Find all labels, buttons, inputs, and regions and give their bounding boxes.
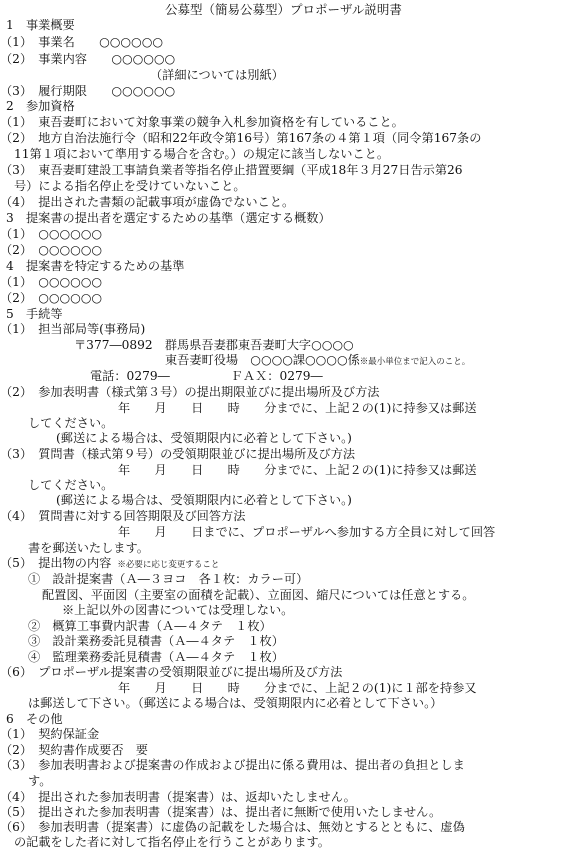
doc-line: （2） 参加表明書（様式第３号）の提出期限並びに提出場所及び方法 — [0, 385, 380, 399]
doc-line: （4） 提出された書類の記載事項が虚偽でないこと。 — [0, 195, 295, 209]
doc-line: 年 月 日 時 分までに、上記２の(1)に１部を持参又 — [118, 681, 477, 695]
doc-line: 年 月 日 時 分までに、上記２の(1)に持参又は郵送 — [118, 463, 477, 477]
submission-heading: （5） 提出物の内容 — [0, 556, 112, 570]
doc-line: （2） 事業内容 ○○○○○○ — [0, 52, 176, 66]
doc-line: ③ 設計業務委託見積書（Ａ―４タテ １枚） — [28, 634, 284, 648]
doc-line: してください。 — [28, 416, 114, 430]
section-4-heading: 4 提案書を特定するための基準 — [6, 259, 185, 273]
doc-line: （1） 担当部局等(事務局) — [0, 322, 146, 336]
document-title: 公募型（簡易公募型）プロポーザル説明書 — [165, 2, 402, 17]
doc-line: 11第１項において準用する場合を含む。）の規定に該当しないこと。 — [14, 147, 390, 161]
doc-line: ① 設計提案書（Ａ―３ヨコ 各１枚：カラー可） — [28, 572, 309, 586]
office-note: ※最小単位まで記入のこと。 — [359, 357, 471, 367]
doc-line: （3） 参加表明書および提案書の作成および提出に係る費用は、提出者の負担としま — [0, 758, 465, 772]
doc-line: （2） 地方自治法施行令（昭和22年政令第16号）第167条の４第１項（同令第167条の — [0, 131, 482, 145]
section-6-heading: 6 その他 — [6, 712, 63, 726]
doc-line: (郵送による場合は、受領期限内に必着として下さい。) — [56, 493, 352, 507]
doc-line: ② 概算工事費内訳書（Ａ―４タテ １枚） — [28, 619, 272, 633]
doc-line: す。 — [28, 774, 52, 788]
section-5-heading: 5 手続等 — [6, 307, 63, 321]
section-2-heading: 2 参加資格 — [6, 99, 75, 113]
doc-line: （3） 東吾妻町建設工事請負業者等指名停止措置要綱（平成18年３月27日告示第26 — [0, 163, 463, 177]
doc-line — [0, 556, 219, 572]
doc-line: 年 月 日までに、プロポーザルへ参加する方全員に対して回答 — [118, 525, 496, 539]
submission-note: ※必要に応じ変更すること — [117, 560, 220, 570]
doc-line: は郵送して下さい。（郵送による場合は、受領期限内に必着として下さい。） — [28, 696, 443, 710]
doc-line: 号）による指名停止を受けていないこと。 — [14, 179, 246, 193]
doc-line: 年 月 日 時 分までに、上記２の(1)に持参又は郵送 — [118, 401, 477, 415]
doc-line: 電話：0279― ＦＡＸ：0279― — [90, 369, 323, 383]
doc-line: （6） 参加表明書（提案書）に虚偽の記載をした場合は、無効とするとともに、虚偽 — [0, 820, 465, 834]
doc-line: （3） 履行期限 ○○○○○○ — [0, 84, 176, 98]
section-3-heading: 3 提案書の提出者を選定するための基準（選定する概数） — [6, 211, 331, 225]
doc-line: （1） 東吾妻町において対象事業の競争入札参加資格を有していること。 — [0, 115, 404, 129]
doc-line: （4） 提出された参加表明書（提案書）は、返却いたしません。 — [0, 790, 356, 804]
doc-line: （5） 提出された参加表明書（提案書）は、提出者に無断で使用いたしません。 — [0, 805, 442, 819]
doc-line: （1） 契約保証金 — [0, 727, 100, 741]
section-1-heading: 1 事業概要 — [6, 18, 75, 32]
doc-line: （1） ○○○○○○ — [0, 275, 103, 289]
doc-line: （1） 事業名 ○○○○○○ — [0, 35, 163, 49]
doc-line: ※上記以外の図書については受理しない。 — [62, 603, 294, 617]
doc-line: （6） プロポーザル提案書の受領期限並びに提出場所及び方法 — [0, 665, 343, 679]
doc-line: （詳細については別紙） — [150, 68, 284, 82]
doc-line: ④ 監理業務委託見積書（Ａ―４タテ １枚） — [28, 650, 284, 664]
doc-line: （3） 質問書（様式第９号）の受領期限並びに提出場所及び方法 — [0, 447, 356, 461]
doc-line: の記載をした者に対して指名停止を行うことがあります。 — [14, 835, 330, 849]
doc-line: 〒377―0892 群馬県吾妻郡東吾妻町大字○○○○ — [74, 338, 354, 352]
doc-line: 配置図、平面図（主要室の面積を記載）、立面図、縮尺については任意とする。 — [42, 588, 475, 602]
office-name: 東吾妻町役場 ○○○○課○○○○係 — [165, 353, 360, 367]
doc-line: （1） ○○○○○○ — [0, 227, 103, 241]
doc-line: （2） ○○○○○○ — [0, 243, 103, 257]
doc-line: してください。 — [28, 478, 114, 492]
doc-line: (郵送による場合は、受領期限内に必着として下さい。) — [56, 431, 352, 445]
doc-line — [165, 353, 470, 369]
doc-line: 書を郵送いたします。 — [28, 541, 149, 555]
doc-line: （4） 質問書に対する回答期限及び回答方法 — [0, 509, 246, 523]
doc-line: （2） 契約書作成要否 要 — [0, 743, 148, 757]
doc-line: （2） ○○○○○○ — [0, 291, 103, 305]
